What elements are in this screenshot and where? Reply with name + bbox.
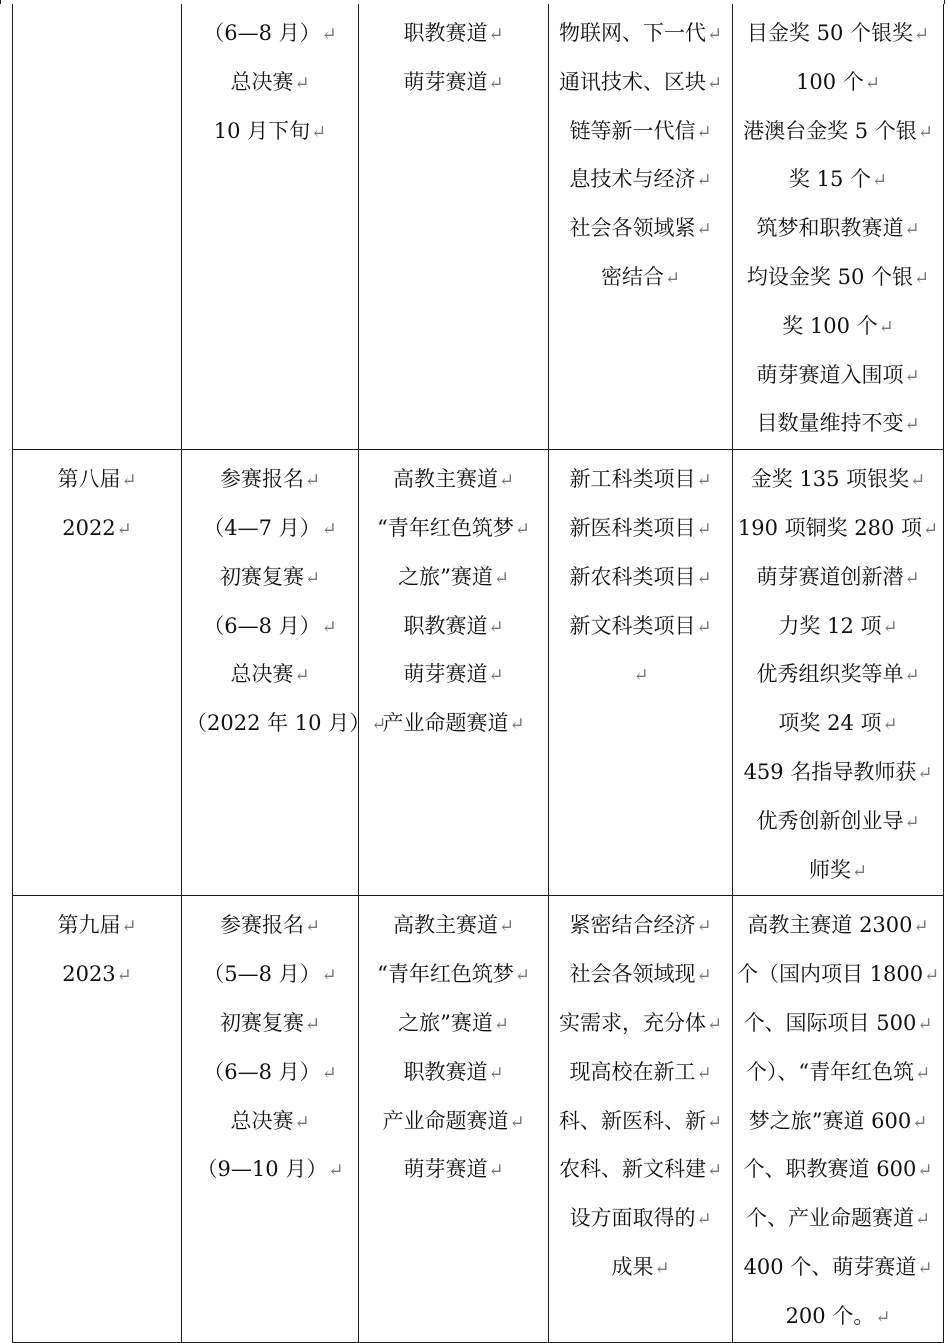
paragraph-return-icon: ↵: [304, 567, 321, 589]
cell-text: 密结合: [600, 264, 664, 289]
project-type-cell: [549, 4, 733, 450]
edition-cell: [13, 4, 182, 450]
cell-line: [186, 1049, 354, 1098]
cell-line: [553, 1195, 728, 1244]
paragraph-return-icon: ↵: [321, 518, 337, 540]
cell-text: 初赛复赛: [219, 564, 304, 589]
cell-text: 筑梦和职教赛道: [756, 216, 904, 241]
cell-line: [737, 352, 939, 401]
cell-text: 总决赛: [230, 69, 294, 94]
cell-line: [737, 10, 939, 59]
cell-line: [186, 10, 354, 59]
cell-text: 个、职教赛道 600: [743, 1157, 917, 1182]
cell-line: [363, 700, 544, 749]
paragraph-return-icon: ↵: [912, 1111, 928, 1133]
cell-text: 师奖: [808, 857, 851, 882]
cell-text: 10 月下旬: [213, 118, 311, 143]
cell-text: “青年红色筑梦: [377, 962, 514, 987]
cell-text: 2023: [62, 962, 116, 987]
paragraph-return-icon: ↵: [913, 916, 929, 938]
cell-line: [363, 1000, 544, 1049]
paragraph-return-icon: ↵: [493, 1013, 509, 1035]
cell-text: （9—10 月）: [196, 1157, 328, 1182]
cell-text: 2022: [62, 515, 116, 540]
cell-text: 个（国内项目 1800: [737, 962, 924, 987]
cell-line: [553, 902, 728, 951]
cell-line: [553, 456, 728, 505]
cell-text: 优秀组织奖等单: [756, 662, 904, 687]
paragraph-return-icon: ↵: [509, 714, 525, 736]
cell-line: [553, 108, 728, 157]
cell-text: 新农科类项目: [569, 564, 696, 589]
paragraph-return-icon: ↵: [923, 518, 939, 540]
cell-text: 职教赛道: [403, 1059, 488, 1084]
cell-line: [363, 951, 544, 1000]
cell-line: [737, 59, 939, 108]
paragraph-return-icon: ↵: [514, 518, 530, 540]
paragraph-return-icon: ↵: [696, 219, 712, 241]
cell-line: [737, 1244, 939, 1293]
paragraph-return-icon: ↵: [706, 1111, 723, 1133]
cell-text: 之旅”赛道: [398, 1010, 493, 1035]
cell-text: 职教赛道: [403, 613, 488, 638]
cell-line: [737, 749, 939, 798]
cell-line: [737, 1098, 939, 1147]
cell-line: [737, 700, 939, 749]
cell-text: （6—8 月）: [203, 21, 321, 45]
edition-cell: [13, 896, 182, 1342]
cell-text: 社会各领域现: [569, 962, 696, 987]
paragraph-return-icon: ↵: [917, 121, 933, 143]
cell-line: [553, 254, 728, 303]
cell-text: 职教赛道: [403, 21, 488, 45]
track-cell: [359, 4, 549, 450]
cell-line: [737, 554, 939, 603]
cell-line: [17, 456, 177, 505]
cell-line: [186, 1098, 354, 1147]
paragraph-return-icon: ↵: [696, 470, 712, 492]
paragraph-return-icon: ↵: [294, 1111, 310, 1133]
paragraph-return-icon: ↵: [917, 762, 933, 784]
cell-text: 高教主赛道: [392, 467, 498, 492]
cell-line: [363, 456, 544, 505]
awards-cell: [733, 450, 944, 896]
cell-text: 萌芽赛道: [403, 662, 488, 687]
paragraph-return-icon: ↵: [871, 170, 888, 192]
cell-text: 第九届: [57, 913, 121, 938]
paragraph-return-icon: ↵: [328, 1160, 344, 1182]
paragraph-return-icon: ↵: [878, 316, 894, 338]
cell-text: 实需求，充分体: [558, 1010, 706, 1035]
schedule-cell: [182, 896, 359, 1342]
cell-line: [363, 1098, 544, 1147]
cell-line: [737, 1195, 939, 1244]
cell-line: [186, 1146, 354, 1195]
cell-text: 个、国际项目 500: [743, 1010, 917, 1035]
cell-text: 高教主赛道 2300: [747, 913, 913, 938]
cell-text: 萌芽赛道创新潜: [756, 564, 904, 589]
paragraph-return-icon: ↵: [882, 616, 898, 638]
paragraph-return-icon: ↵: [904, 811, 920, 833]
cell-text: 社会各领域紧: [569, 216, 696, 241]
top-edge-mark-left: [0, 0, 1, 4]
paragraph-return-icon: ↵: [294, 665, 310, 687]
paragraph-return-icon: ↵: [321, 24, 337, 45]
cell-text: 459 名指导教师获: [743, 759, 917, 784]
cell-text: 190 项铜奖 280 项: [737, 515, 923, 540]
paragraph-return-icon: ↵: [633, 665, 649, 687]
paragraph-return-icon: ↵: [696, 616, 712, 638]
paragraph-return-icon: ↵: [121, 470, 137, 492]
cell-line: [186, 554, 354, 603]
top-edge-mark-right: [944, 0, 945, 4]
cell-text: 产业命题赛道: [382, 711, 509, 736]
cell-text: 参赛报名: [219, 913, 304, 938]
schedule-cell: [182, 4, 359, 450]
cell-line: [553, 554, 728, 603]
awards-cell: [733, 4, 944, 450]
cell-text: 第八届: [57, 467, 121, 492]
cell-line: [553, 1000, 728, 1049]
cell-text: 100 个: [796, 69, 864, 94]
table-body: [13, 4, 944, 1342]
paragraph-return-icon: ↵: [121, 916, 137, 938]
cell-line: [186, 902, 354, 951]
cell-line: [17, 902, 177, 951]
paragraph-return-icon: ↵: [116, 965, 132, 987]
cell-line: [363, 59, 544, 108]
awards-cell: [733, 896, 944, 1342]
paragraph-return-icon: ↵: [488, 1160, 504, 1182]
cell-text: 个、产业命题赛道: [745, 1206, 914, 1231]
cell-line: [363, 603, 544, 652]
cell-text: 链等新一代信: [569, 118, 696, 143]
cell-text: 参赛报名: [219, 467, 304, 492]
paragraph-return-icon: ↵: [488, 24, 504, 45]
cell-text: 成果: [611, 1254, 654, 1279]
cell-line: [186, 1000, 354, 1049]
paragraph-return-icon: ↵: [917, 1013, 933, 1035]
paragraph-return-icon: ↵: [654, 1257, 670, 1279]
cell-line: [553, 1098, 728, 1147]
paragraph-return-icon: ↵: [488, 616, 504, 638]
paragraph-return-icon: ↵: [696, 170, 712, 192]
cell-text: 萌芽赛道: [403, 69, 488, 94]
cell-line: [363, 651, 544, 700]
schedule-cell: [182, 450, 387, 896]
cell-line: [737, 1000, 939, 1049]
paragraph-return-icon: ↵: [706, 72, 723, 94]
cell-text: 萌芽赛道: [403, 1157, 488, 1182]
cell-text: 力奖 12 项: [778, 613, 882, 638]
cell-line: [737, 254, 939, 303]
cell-text: （2022 年 10 月）: [186, 711, 371, 736]
cell-line: [363, 1146, 544, 1195]
cell-text: 物联网、下一代: [558, 21, 706, 45]
competition-table: [12, 4, 944, 1343]
cell-text: 高教主赛道: [392, 913, 498, 938]
cell-text: 奖 15 个: [788, 167, 871, 192]
cell-text: 初赛复赛: [219, 1010, 304, 1035]
paragraph-return-icon: ↵: [915, 1062, 931, 1084]
cell-line: [553, 651, 728, 700]
cell-line: [737, 1293, 939, 1342]
cell-line: [553, 603, 728, 652]
cell-text: 奖 100 个: [782, 313, 878, 338]
table-row: [13, 450, 944, 896]
paragraph-return-icon: ↵: [488, 72, 504, 94]
paragraph-return-icon: ↵: [664, 267, 681, 289]
cell-line: [186, 651, 354, 700]
paragraph-return-icon: ↵: [294, 72, 310, 94]
cell-text: 产业命题赛道: [382, 1108, 509, 1133]
edition-cell: [13, 450, 182, 896]
paragraph-return-icon: ↵: [696, 567, 712, 589]
paragraph-return-icon: ↵: [864, 72, 880, 94]
cell-line: [553, 1146, 728, 1195]
project-type-cell: [549, 450, 733, 896]
cell-line: [553, 10, 728, 59]
cell-line: [737, 505, 939, 554]
cell-text: 紧密结合经济: [569, 913, 696, 938]
cell-text: 均设金奖 50 个银: [746, 264, 913, 289]
cell-line: [737, 303, 939, 352]
cell-line: [17, 951, 177, 1000]
paragraph-return-icon: ↵: [488, 1062, 504, 1084]
paragraph-return-icon: ↵: [371, 714, 387, 736]
cell-line: [363, 505, 544, 554]
cell-line: [363, 10, 544, 59]
cell-text: 农科、新文科建: [558, 1157, 706, 1182]
cell-line: [737, 156, 939, 205]
cell-text: 港澳台金奖 5 个银: [743, 118, 917, 143]
cell-line: [363, 902, 544, 951]
paragraph-return-icon: ↵: [304, 470, 321, 492]
cell-text: 新工科类项目: [569, 467, 696, 492]
paragraph-return-icon: ↵: [304, 916, 321, 938]
paragraph-return-icon: ↵: [321, 616, 337, 638]
paragraph-return-icon: ↵: [914, 1209, 931, 1231]
cell-line: [186, 603, 354, 652]
cell-text: 总决赛: [230, 662, 294, 687]
cell-line: [186, 108, 354, 157]
cell-line: [186, 456, 354, 505]
cell-text: （4—7 月）: [203, 515, 321, 540]
paragraph-return-icon: ↵: [696, 1062, 712, 1084]
paragraph-return-icon: ↵: [696, 916, 712, 938]
paragraph-return-icon: ↵: [875, 1306, 891, 1328]
cell-text: 之旅”赛道: [398, 564, 493, 589]
cell-line: [553, 951, 728, 1000]
cell-line: [737, 798, 939, 847]
cell-text: 新文科类项目: [569, 613, 696, 638]
cell-line: [737, 400, 939, 449]
cell-text: 科、新医科、新: [558, 1108, 706, 1133]
paragraph-return-icon: ↵: [311, 121, 327, 143]
paragraph-return-icon: ↵: [488, 665, 504, 687]
paragraph-return-icon: ↵: [498, 916, 515, 938]
cell-text: 金奖 135 项银奖: [750, 467, 910, 492]
cell-text: 新医科类项目: [569, 515, 696, 540]
paragraph-return-icon: ↵: [924, 965, 940, 987]
cell-text: 设方面取得的: [569, 1206, 696, 1231]
cell-text: （5—8 月）: [203, 962, 321, 987]
paragraph-return-icon: ↵: [706, 24, 723, 45]
cell-text: 总决赛: [230, 1108, 294, 1133]
cell-line: [737, 108, 939, 157]
project-type-cell: [549, 896, 733, 1342]
paragraph-return-icon: ↵: [851, 860, 868, 882]
paragraph-return-icon: ↵: [913, 24, 930, 45]
paragraph-return-icon: ↵: [904, 567, 920, 589]
paragraph-return-icon: ↵: [696, 1209, 712, 1231]
cell-line: [553, 156, 728, 205]
table-row: [13, 4, 944, 450]
cell-line: [737, 951, 939, 1000]
paragraph-return-icon: ↵: [917, 1160, 933, 1182]
paragraph-return-icon: ↵: [321, 965, 337, 987]
cell-text: 目数量维持不变: [756, 411, 904, 436]
paragraph-return-icon: ↵: [904, 219, 920, 241]
paragraph-return-icon: ↵: [696, 121, 712, 143]
cell-text: 萌芽赛道入围项: [756, 362, 904, 387]
paragraph-return-icon: ↵: [706, 1160, 723, 1182]
cell-text: 息技术与经济: [569, 167, 696, 192]
cell-text: 目金奖 50 个银奖: [746, 21, 913, 45]
cell-line: [363, 1049, 544, 1098]
track-cell: [359, 896, 549, 1342]
cell-text: 现高校在新工: [569, 1059, 696, 1084]
cell-text: “青年红色筑梦: [377, 515, 514, 540]
table-row: [13, 896, 944, 1342]
cell-line: [737, 603, 939, 652]
cell-line: [737, 1049, 939, 1098]
cell-text: 优秀创新创业导: [756, 808, 904, 833]
cell-text: 个）、“青年红色筑: [745, 1059, 915, 1084]
track-cell: [359, 450, 549, 896]
cell-line: [186, 505, 354, 554]
paragraph-return-icon: ↵: [321, 1062, 337, 1084]
cell-line: [737, 1146, 939, 1195]
paragraph-return-icon: ↵: [493, 567, 509, 589]
cell-text: 项奖 24 项: [778, 711, 882, 736]
paragraph-return-icon: ↵: [304, 1013, 321, 1035]
cell-text: （6—8 月）: [203, 613, 321, 638]
cell-line: [363, 554, 544, 603]
paragraph-return-icon: ↵: [904, 665, 920, 687]
cell-text: （6—8 月）: [203, 1059, 321, 1084]
paragraph-return-icon: ↵: [696, 518, 712, 540]
cell-line: [186, 700, 387, 749]
cell-line: [553, 205, 728, 254]
paragraph-return-icon: ↵: [913, 267, 930, 289]
cell-line: [737, 847, 939, 896]
cell-line: [737, 205, 939, 254]
paragraph-return-icon: ↵: [706, 1013, 723, 1035]
paragraph-return-icon: ↵: [917, 1257, 933, 1279]
paragraph-return-icon: ↵: [509, 1111, 525, 1133]
paragraph-return-icon: ↵: [904, 414, 920, 436]
cell-line: [737, 456, 939, 505]
cell-text: 200 个。: [785, 1303, 875, 1328]
cell-line: [553, 59, 728, 108]
cell-line: [186, 59, 354, 108]
cell-line: [186, 951, 354, 1000]
cell-text: 通讯技术、区块: [558, 69, 706, 94]
paragraph-return-icon: ↵: [904, 365, 920, 387]
paragraph-return-icon: ↵: [498, 470, 515, 492]
paragraph-return-icon: ↵: [696, 965, 712, 987]
cell-line: [553, 505, 728, 554]
paragraph-return-icon: ↵: [882, 714, 898, 736]
cell-line: [553, 1244, 728, 1293]
paragraph-return-icon: ↵: [116, 518, 132, 540]
paragraph-return-icon: ↵: [514, 965, 530, 987]
paragraph-return-icon: ↵: [910, 470, 926, 492]
cell-line: [17, 505, 177, 554]
cell-line: [737, 902, 939, 951]
cell-line: [737, 651, 939, 700]
cell-text: 梦之旅”赛道 600: [748, 1108, 912, 1133]
cell-line: [553, 1049, 728, 1098]
cell-text: 400 个、萌芽赛道: [743, 1254, 917, 1279]
